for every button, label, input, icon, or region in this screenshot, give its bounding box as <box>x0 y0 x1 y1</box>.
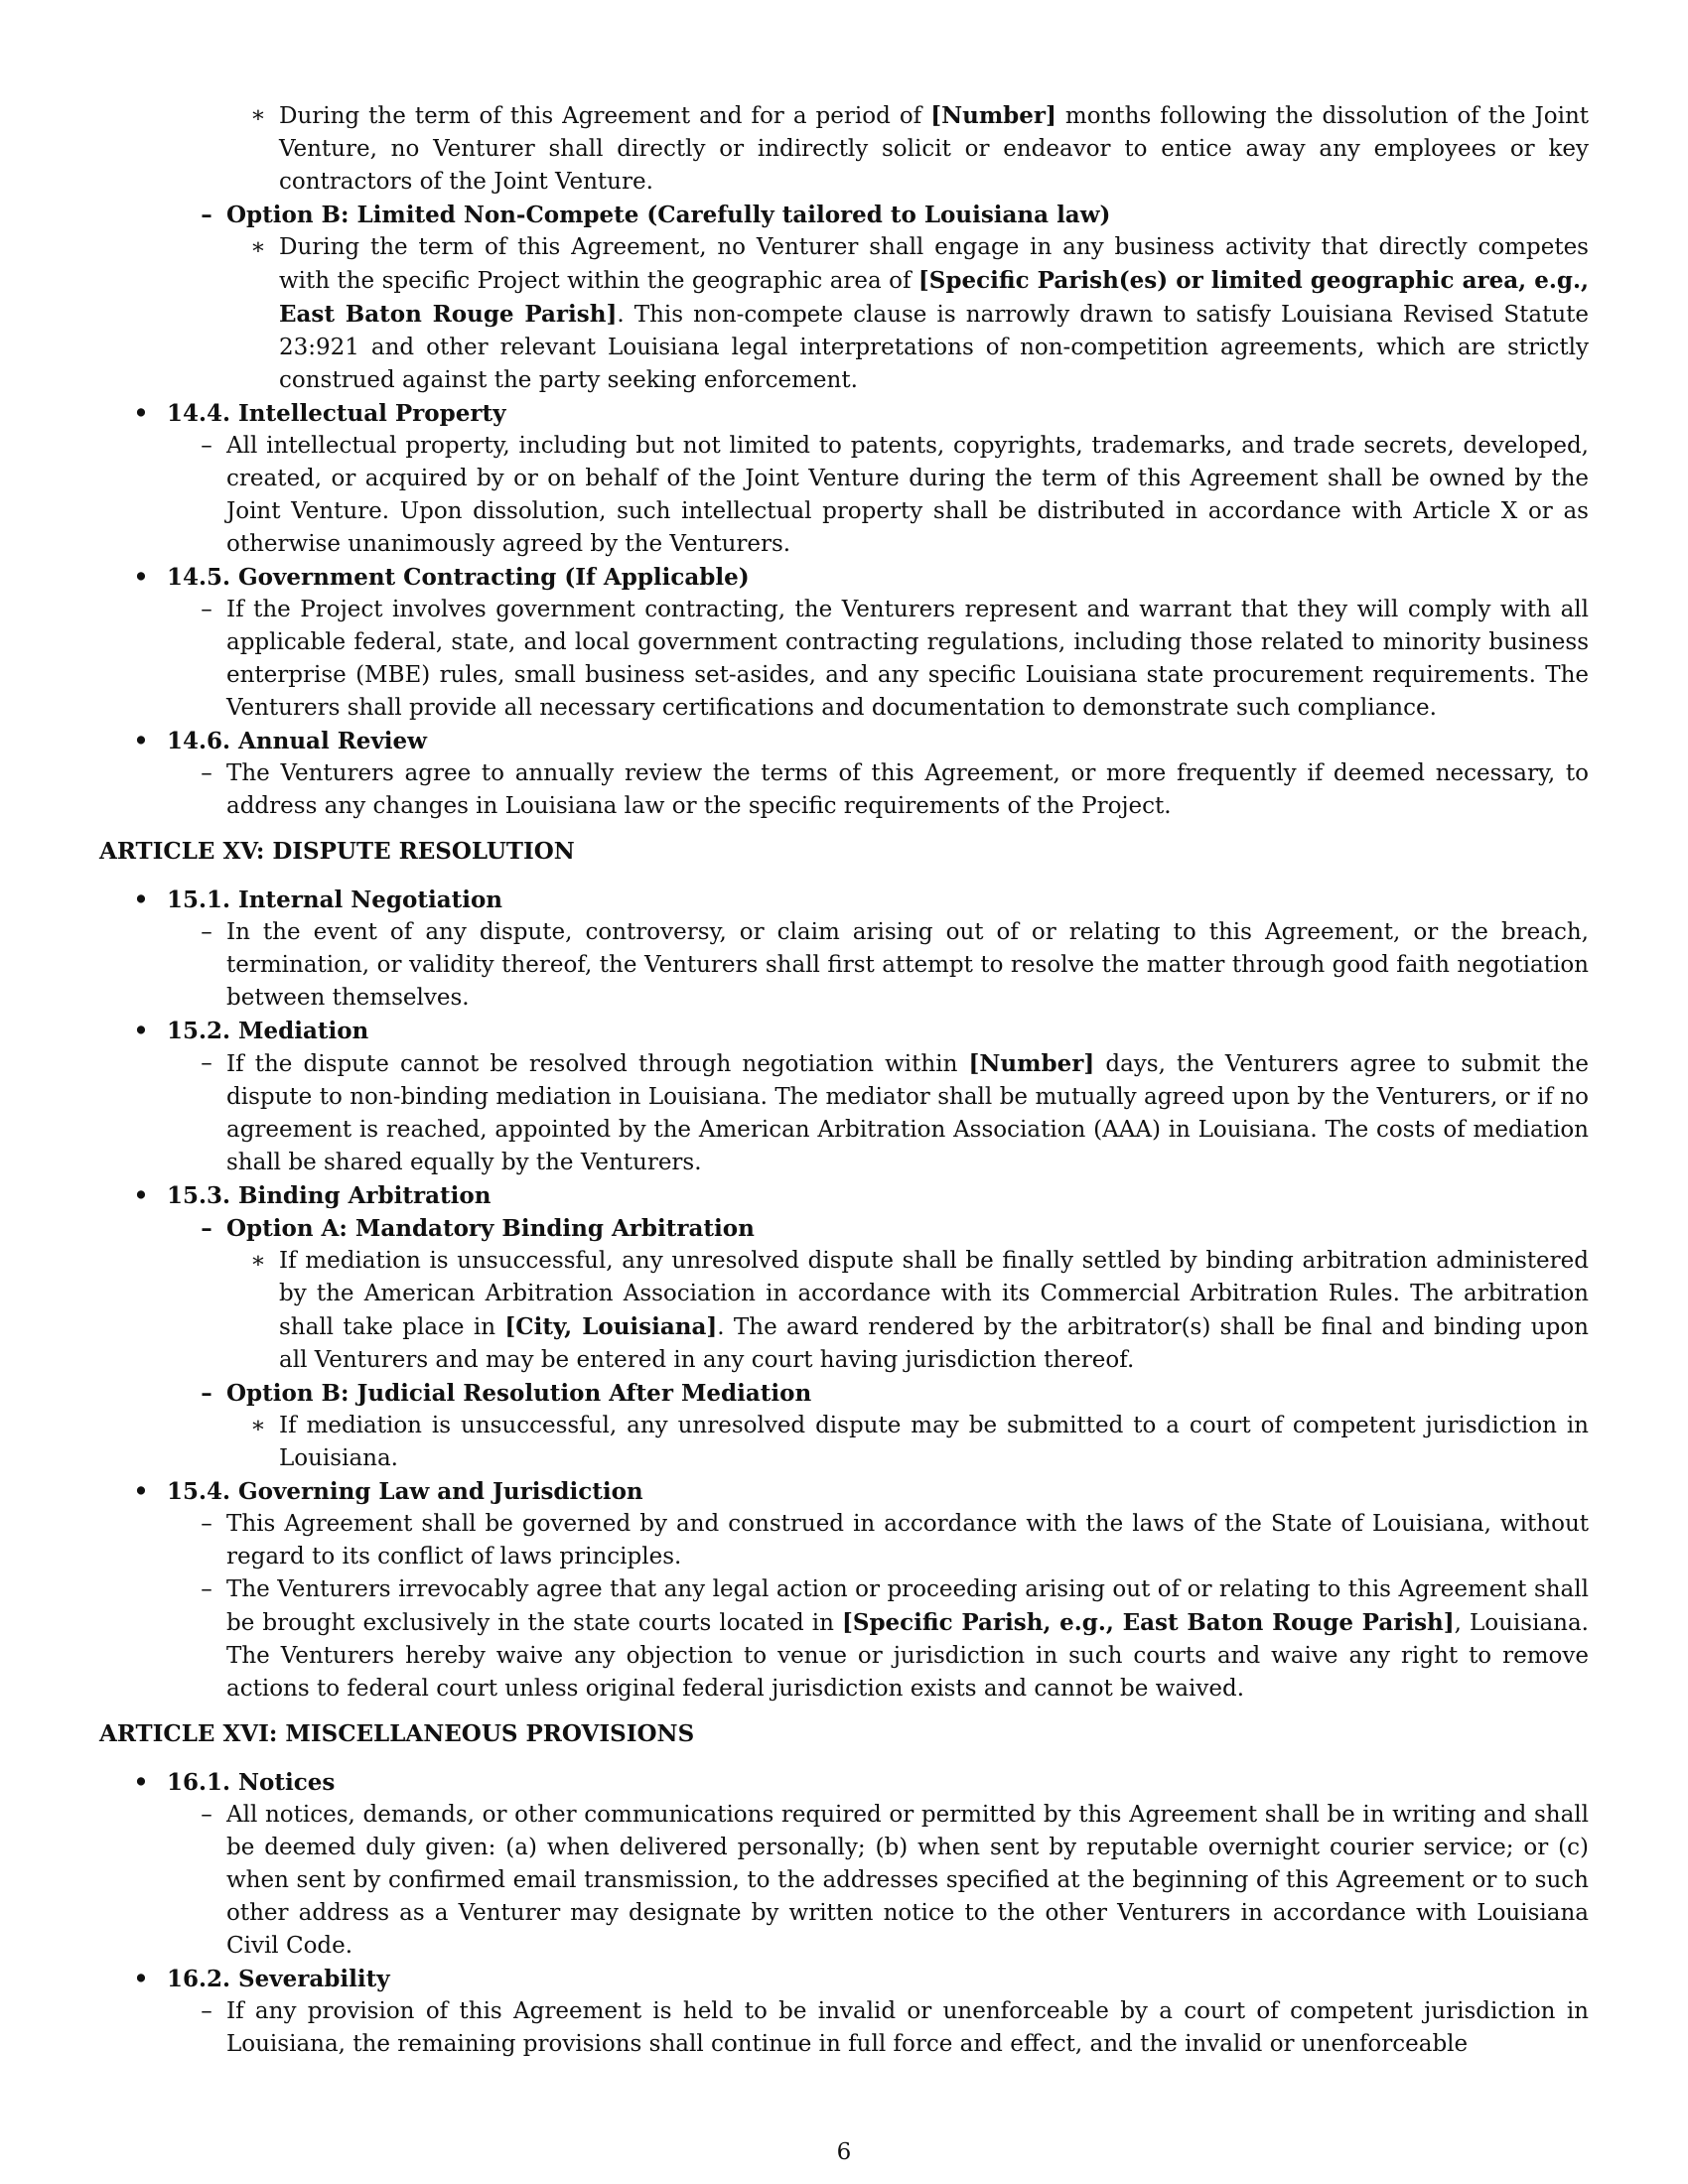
dash-bullet-icon: – <box>201 1215 212 1242</box>
section-15-2-text: – If the dispute cannot be resolved through negotiation within [Number] days, the Venturers agree to submit the dispute to non-binding mediation in Louisiana. The mediator shall be mutually agreed upon by the Venturers, or if no agreement is reached, appointed by the American Arbitration Association (AAA) in Louisiana. The costs of mediation shall be shared equally by the Venturers. <box>99 1047 1589 1179</box>
asterisk-bullet-icon: ∗ <box>250 1248 266 1274</box>
option-b-judicial-heading: – Option B: Judicial Resolution After Mediation <box>99 1377 1589 1410</box>
bullet-icon: • <box>133 1966 149 1992</box>
bullet-icon: • <box>133 400 149 427</box>
section-16-1-text: – All notices, demands, or other communications required or permitted by this Agreement shall be in writing and shall be deemed duly given: (a) when delivered personally; (b) when sent by reputable overnight courier service; or (c) when sent by confirmed email transmission, to the addresses specified at the beginning of this Agreement or to such other address as a Venturer may designate by written notice to the other Venturers in accordance with Louisiana Civil Code. <box>99 1799 1589 1963</box>
section-14-4-heading: • 14.4. Intellectual Property <box>99 397 1589 430</box>
non-solicit-item <box>99 99 1589 199</box>
dash-bullet-icon: – <box>201 202 212 228</box>
section-15-4-text-1: – This Agreement shall be governed by and construed in accordance with the laws of the State of Louisiana, without regard to its conflict of laws principles. <box>99 1508 1589 1573</box>
dash-bullet-icon: – <box>201 1050 212 1076</box>
bullet-icon: • <box>133 887 149 913</box>
section-15-2-heading: • 15.2. Mediation <box>99 1015 1589 1047</box>
section-14-5-text: – If the Project involves government contracting, the Venturers represent and warrant that they will comply with all applicable federal, state, and local government contracting regulations, including those related to minority business enterprise (MBE) rules, small business set-asides, and any specific Louisiana state procurement requirements. The Venturers shall provide all necessary certifications and documentation to demonstrate such compliance. <box>99 594 1589 725</box>
placeholder-number: [Number] <box>930 102 1056 129</box>
option-b-noncompete-heading: – Option B: Limited Non-Compete (Carefully tailored to Louisiana law) <box>99 199 1589 231</box>
article-16-heading: ARTICLE XVI: MISCELLANEOUS PROVISIONS <box>99 1720 695 1747</box>
option-b-judicial-text: ∗ If mediation is unsuccessful, any unresolved dispute may be submitted to a court of competent jurisdiction in Louisiana. <box>99 1410 1589 1475</box>
section-16-2-text: – If any provision of this Agreement is held to be invalid or unenforceable by a court of competent jurisdiction in Louisiana, the remaining provisions shall continue in full force and effect, and the invalid or unenforceable <box>99 1995 1589 2061</box>
section-16-1-heading: • 16.1. Notices <box>99 1766 1589 1799</box>
section-14-4-text: – All intellectual property, including but not limited to patents, copyrights, trademarks, and trade secrets, developed, created, or acquired by or on behalf of the Joint Venture during the term of this Agreement shall be owned by the Joint Venture. Upon dissolution, such intellectual property shall be distributed in accordance with Article X or as otherwise unanimously agreed by the Venturers. <box>99 430 1589 561</box>
dash-bullet-icon: – <box>201 433 212 459</box>
noncompete-item: ∗ During the term of this Agreement, no Venturer shall engage in any business activity that directly competes with the specific Project within the geographic area of [Specific Parish(es) or limited geographic area, e.g., East Baton Rouge Parish]. This non-compete clause is narrowly drawn to satisfy Louisiana Revised Statute 23:921 and other relevant Louisiana legal interpretations of non-competition agreements, which are strictly construed against the party seeking enforcement. <box>99 231 1589 397</box>
section-14-6-text: – The Venturers agree to annually review the terms of this Agreement, or more frequently if deemed necessary, to address any changes in Louisiana law or the specific requirements of the Project. <box>99 757 1589 823</box>
non-solicit-text-c: months following the dissolution of the Joint Venture, no Venturer shall directly or indirectly solicit or endeavor to entice away any employees or key contractors of the Joint Venture. <box>279 103 1590 195</box>
dash-bullet-icon: – <box>201 597 212 622</box>
section-15-4-heading: • 15.4. Governing Law and Jurisdiction <box>99 1475 1589 1508</box>
placeholder-parish: [Specific Parish(es) or limited geographic area, e.g., East Baton Rouge Parish] <box>279 267 1589 328</box>
section-15-1-text: – In the event of any dispute, controversy, or claim arising out of or relating to this Agreement, or the breach, termination, or validity thereof, the Venturers shall first attempt to resolve the matter through good faith negotiation between themselves. <box>99 916 1589 1015</box>
placeholder-parish: [Specific Parish, e.g., East Baton Rouge Parish] <box>841 1609 1455 1636</box>
article-15-heading: ARTICLE XV: DISPUTE RESOLUTION <box>99 838 575 865</box>
placeholder-number: [Number] <box>968 1050 1095 1077</box>
bullet-icon: • <box>133 564 149 591</box>
asterisk-bullet-icon: ∗ <box>250 102 266 128</box>
dash-bullet-icon: – <box>201 1380 212 1407</box>
section-14-6-heading: • 14.6. Annual Review <box>99 725 1589 757</box>
asterisk-bullet-icon: ∗ <box>250 1413 266 1438</box>
dash-bullet-icon: – <box>201 919 212 945</box>
document-page <box>99 99 1589 2061</box>
section-15-3-heading: • 15.3. Binding Arbitration <box>99 1179 1589 1212</box>
bullet-icon: • <box>133 1018 149 1044</box>
dash-bullet-icon: – <box>201 760 212 786</box>
dash-bullet-icon: – <box>201 1998 212 2024</box>
section-14-5-heading: • 14.5. Government Contracting (If Applicable) <box>99 561 1589 594</box>
bullet-icon: • <box>133 1769 149 1796</box>
section-15-4-text-2: – The Venturers irrevocably agree that any legal action or proceeding arising out of or relating to this Agreement shall be brought exclusively in the state courts located in [Specific Parish, e.g., East Baton Rouge Parish], Louisiana. The Venturers hereby waive any objection to venue or jurisdiction in such courts and waive any right to remove actions to federal court unless original federal jurisdiction exists and cannot be waived. <box>99 1573 1589 1706</box>
section-15-1-heading: • 15.1. Internal Negotiation <box>99 884 1589 916</box>
bullet-icon: • <box>133 728 149 754</box>
page-number: 6 <box>836 2139 852 2165</box>
section-16-2-heading: • 16.2. Severability <box>99 1963 1589 1995</box>
asterisk-bullet-icon: ∗ <box>250 234 266 260</box>
dash-bullet-icon: – <box>201 1802 212 1828</box>
dash-bullet-icon: – <box>201 1511 212 1537</box>
non-solicit-text-a: During the term of this Agreement and for a period of <box>279 103 931 129</box>
option-a-arbitration-text: ∗ If mediation is unsuccessful, any unresolved dispute shall be finally settled by binding arbitration administered by the American Arbitration Association in accordance with its Commercial Arbitration Rules. The arbitration shall take place in [City, Louisiana]. The award rendered by the arbitrator(s) shall be final and binding upon all Venturers and may be entered in any court having jurisdiction thereof. <box>99 1245 1589 1377</box>
option-a-arbitration-heading: – Option A: Mandatory Binding Arbitration <box>99 1212 1589 1245</box>
bullet-icon: • <box>133 1478 149 1505</box>
bullet-icon: • <box>133 1182 149 1209</box>
placeholder-city: [City, Louisiana] <box>504 1313 718 1340</box>
dash-bullet-icon: – <box>201 1576 212 1602</box>
